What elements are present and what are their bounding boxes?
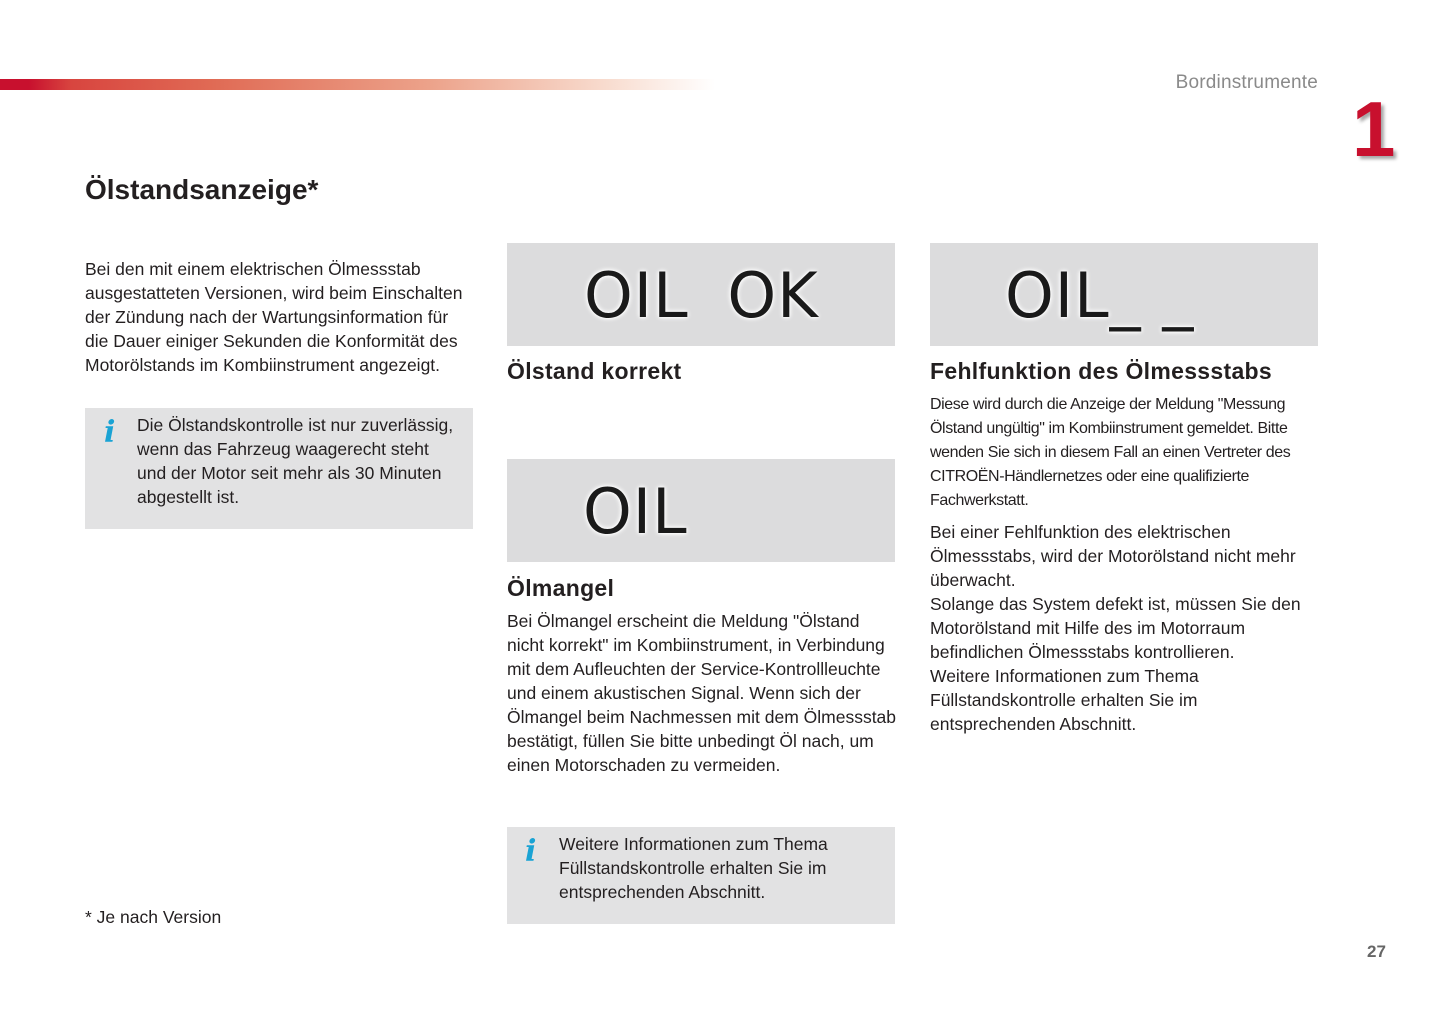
malfunction-paragraph-3: Weitere Informationen zum Thema Füllstandskontrolle erhalten Sie im entsprechenden Abschnitt. <box>930 666 1199 734</box>
info-box-level-control <box>507 827 895 924</box>
display-oil-low-text: OIL <box>583 475 688 548</box>
info-box-text: Die Ölstandskontrolle ist nur zuverlässig, wenn das Fahrzeug waagerecht steht und der Motor seit mehr als 30 Minuten abgestellt ist. <box>137 415 454 507</box>
display-oil-error-text: OIL_ _ <box>1005 259 1195 332</box>
heading-oil-shortage: Ölmangel <box>507 575 615 601</box>
heading-dipstick-malfunction: Fehlfunktion des Ölmessstabs <box>930 358 1272 384</box>
page-number: 27 <box>1367 942 1386 961</box>
display-oil-ok <box>507 243 895 346</box>
info-box-oil-check <box>85 408 473 529</box>
info-icon: i <box>104 415 116 450</box>
display-oil-ok-text: OIL OK <box>584 259 819 332</box>
malfunction-paragraph-1: Bei einer Fehlfunktion des elektrischen Ölmessstabs, wird der Motorölstand nicht mehr überwacht. <box>930 522 1296 590</box>
malfunction-paragraph-2: Solange das System defekt ist, müssen Sie den Motorölstand mit Hilfe des im Motorraum befindlichen Ölmessstabs kontrollieren. <box>930 594 1301 662</box>
info-box-text: Weitere Informationen zum Thema Füllstandskontrolle erhalten Sie im entsprechenden Abschnitt. <box>559 834 828 902</box>
section-title: Bordinstrumente <box>1175 72 1318 93</box>
info-icon: i <box>525 834 537 869</box>
display-oil-error <box>930 243 1318 346</box>
chapter-number: 1 <box>1352 85 1396 173</box>
header-accent-bar <box>0 79 715 90</box>
footnote: * Je nach Version <box>85 907 222 927</box>
malfunction-details <box>930 520 1325 736</box>
malfunction-message-paragraph: Diese wird durch die Anzeige der Meldung "Messung Ölstand ungültig" im Kombiinstrument gemeldet. Bitte wenden Sie sich in diesem Fall an einen Vertreter des CITROËN-Händlernetzes oder eine qualifizierte Fachwerkstatt. <box>930 396 1291 509</box>
oil-shortage-paragraph: Bei Ölmangel erscheint die Meldung "Ölstand nicht korrekt" im Kombiinstrument, in Verbindung mit dem Aufleuchten der Service-Kontrollleuchte und einem akustischen Signal. Wenn sich der Ölmangel beim Nachmessen mit dem Ölmessstab bestätigt, füllen Sie bitte unbedingt Öl nach, um einen Motorschaden zu vermeiden. <box>507 611 897 775</box>
intro-paragraph: Bei den mit einem elektrischen Ölmessstab ausgestatteten Versionen, wird beim Einschalten der Zündung nach der Wartungsinformation für die Dauer einiger Sekunden die Konformität des Motorölstands im Kombiinstrument angezeigt. <box>85 259 463 375</box>
page-title: Ölstandsanzeige* <box>85 174 319 205</box>
heading-oil-level-ok: Ölstand korrekt <box>507 358 682 384</box>
display-oil-low <box>507 459 895 562</box>
